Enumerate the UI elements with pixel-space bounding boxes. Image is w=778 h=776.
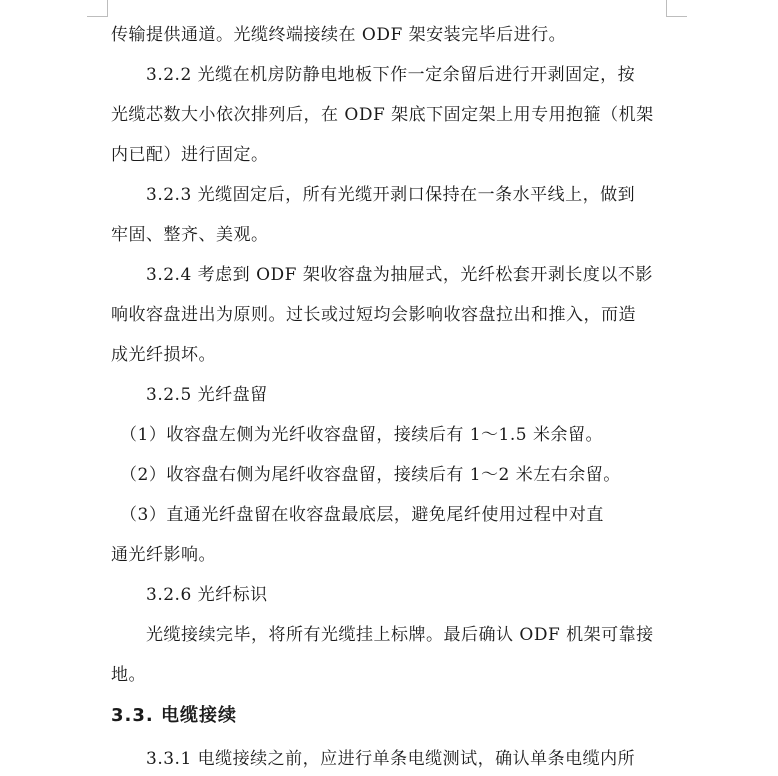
text-line: 3.2.3 光缆固定后，所有光缆开剥口保持在一条水平线上，做到: [111, 185, 636, 205]
page-corner-mark-right: [666, 0, 687, 17]
text-line: 光缆芯数大小依次排列后，在 ODF 架底下固定架上用专用抱箍（机架: [111, 105, 654, 125]
text-line: 内已配）进行固定。: [111, 145, 269, 165]
text-line: 3.2.6 光纤标识: [111, 585, 268, 605]
text-line: 通光纤影响。: [111, 545, 216, 565]
text-line: 成光纤损坏。: [111, 345, 216, 365]
text-line: 3.2.4 考虑到 ODF 架收容盘为抽屉式，光纤松套开剥长度以不影: [111, 265, 653, 285]
text-line: 光缆接续完毕，将所有光缆挂上标牌。最后确认 ODF 机架可靠接: [111, 625, 654, 645]
text-line: 3.2.2 光缆在机房防静电地板下作一定余留后进行开剥固定，按: [111, 65, 636, 85]
text-line: （3）直通光纤盘留在收容盘最底层，避免尾纤使用过程中对直: [111, 505, 604, 525]
text-line: 地。: [111, 665, 146, 685]
text-line: （2）收容盘右侧为尾纤收容盘留，接续后有 1～2 米左右余留。: [111, 465, 621, 485]
text-line: （1）收容盘左侧为光纤收容盘留，接续后有 1～1.5 米余留。: [111, 425, 603, 445]
text-line: 牢固、整齐、美观。: [111, 225, 269, 245]
text-line: 3.3.1 电缆接续之前，应进行单条电缆测试，确认单条电缆内所: [111, 749, 636, 769]
text-line: 传输提供通道。光缆终端接续在 ODF 架安装完毕后进行。: [111, 25, 567, 45]
text-line: 3.2.5 光纤盘留: [111, 385, 268, 405]
section-heading: 3.3. 电缆接续: [111, 705, 237, 726]
text-line: 响收容盘进出为原则。过长或过短均会影响收容盘拉出和推入，而造: [111, 305, 636, 325]
page-corner-mark-left: [87, 0, 108, 17]
